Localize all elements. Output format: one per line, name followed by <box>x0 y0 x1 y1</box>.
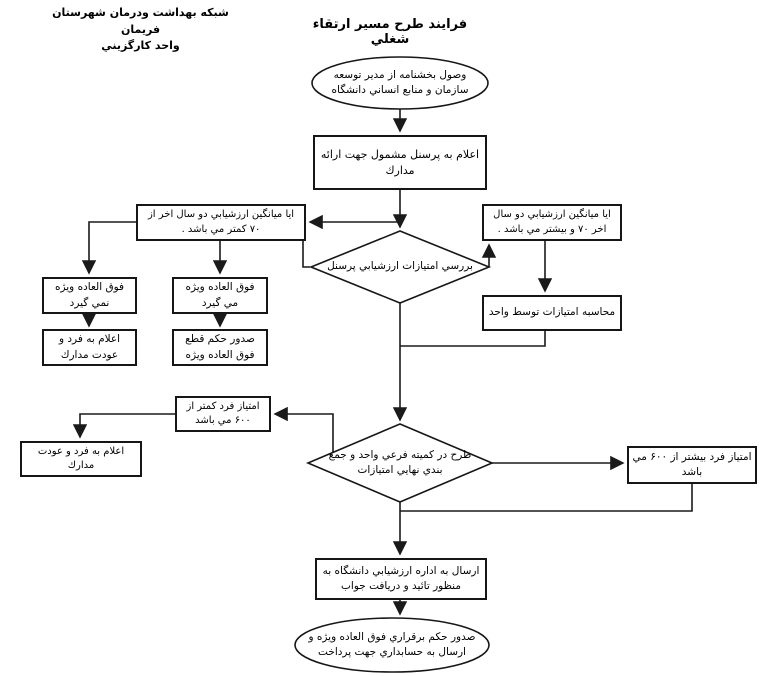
node-no-special-allowance: فوق العاده ويژه نمي گيرد <box>42 277 137 314</box>
node-start: وصول بخشنامه از مدير توسعه سازمان و منابع انساني دانشگاه <box>331 68 469 96</box>
connector-avg-below-70-diamond <box>303 241 310 267</box>
node-notify-return-docs-1: اعلام به فرد و عودت مدارك <box>42 329 137 366</box>
node-issue-cut-order: صدور حكم قطع فوق العاده ويژه <box>172 329 268 366</box>
org-name: شبكه بهداشت ودرمان شهرستان فريمان <box>52 6 229 36</box>
node-score-above-600: امتياز فرد بيشتر از ۶۰۰ مي باشد <box>627 446 757 484</box>
connector-avgbelow-noallowance <box>89 222 136 273</box>
node-avg-below-70: ايا ميانگين ارزشيابي دو سال اخر از ۷۰ كمتر مي باشد . <box>136 204 306 241</box>
node-subcommittee-review: طرح در كميته فرعي واحد و جمع بندي نهايي امتيازات <box>328 448 472 476</box>
node-avg-70-or-more: ايا ميانگين ارزشيابي دو سال اخر ۷۰ و بيشتر مي باشد . <box>482 204 622 241</box>
org-unit: واحد كارگزيني <box>101 39 180 52</box>
node-announce-personnel: اعلام به پرسنل مشمول جهت ارائه مدارك <box>313 135 487 190</box>
connector-calc-mainline <box>400 331 545 346</box>
node-send-to-university: ارسال به اداره ارزشيابي دانشگاه به منظور تائيد و دريافت جواب <box>315 558 487 600</box>
connector-scoreless-notify2 <box>80 414 175 437</box>
page-title: فرايند طرح مسير ارتقاء شغلي <box>312 17 468 47</box>
node-review-scores: بررسي امتيازات ارزشيابي پرسنل <box>327 260 473 273</box>
node-end: صدور حكم برقراري فوق العاده ويژه و ارسال به حسابداري جهت پرداخت <box>308 630 476 658</box>
node-notify-return-docs-2: اعلام به فرد و عودت مدارك <box>20 441 142 477</box>
connector-scoremore-mainline <box>400 484 692 511</box>
node-gets-special-allowance: فوق العاده ويژه مي گيرد <box>172 277 268 314</box>
node-score-below-600: امتياز فرد كمتر از ۶۰۰ مي باشد <box>175 396 271 432</box>
node-calc-scores-by-unit: محاسبه امتيازات توسط واحد <box>482 295 622 331</box>
